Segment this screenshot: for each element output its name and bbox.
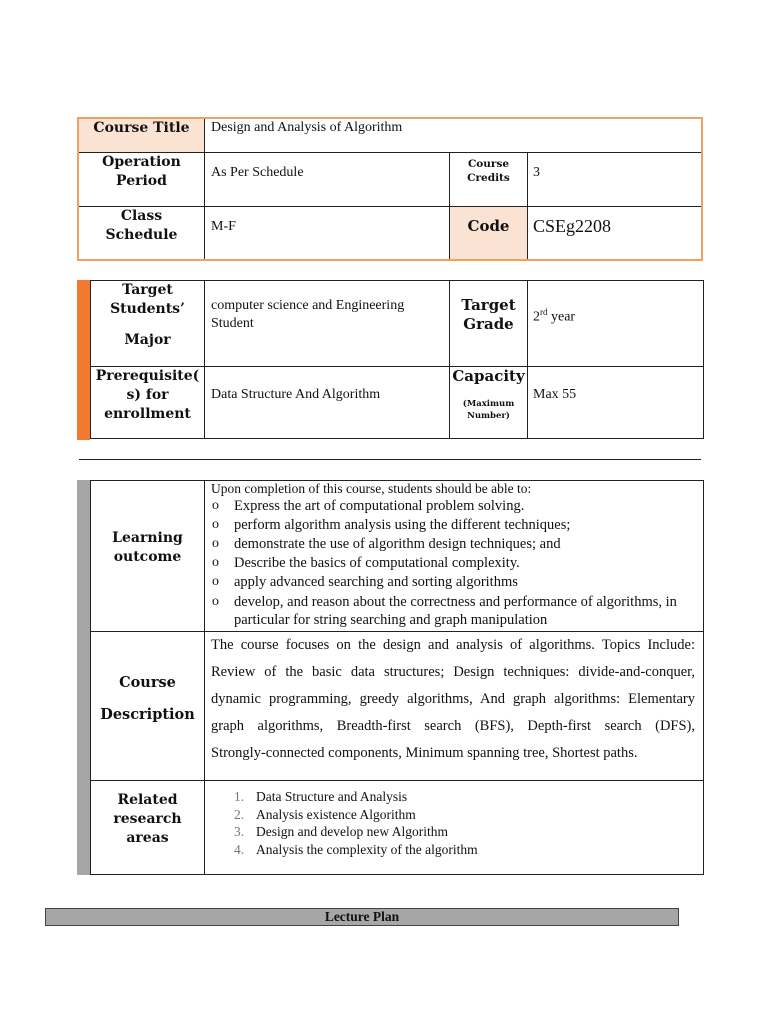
description-label-line1: Course [119,674,176,691]
bullet-marker: o [212,498,219,513]
grey-accent-bar [77,480,90,875]
grade-rest: year [547,309,576,325]
prerequisite-label [91,367,204,424]
divider [204,281,205,439]
students-value-line2: Student [211,316,254,331]
description-line: Strongly-connected components, Minimum spanning tree, Shortest paths. [211,745,638,761]
prereq-label-line3: enrollment [104,406,191,422]
learning-label-line2: outcome [113,549,182,565]
students-value-line1: computer science and Engineering [211,298,405,313]
bullet-marker: o [212,555,219,570]
schedule-label-line1: Class [120,208,163,224]
operation-period-label [79,153,204,191]
target-grade-label [450,296,527,334]
research-areas-list [234,788,478,858]
capacity-sub-line2: Number) [467,411,510,421]
research-areas-label [91,791,204,848]
learning-label-line1: Learning [112,530,183,546]
list-item: 4. Analysis the complexity of the algorithm [234,841,478,857]
learning-item: Describe the basics of computational complexity. [234,555,520,571]
learning-item: apply advanced searching and sorting algorithms [234,574,518,590]
description-line: Review of the basic data structures; Design techniques: divide-and-conquer, [211,664,695,680]
description-line: dynamic programming, greedy algorithms, And graph algorithms: Elementary [211,691,695,707]
divider [527,153,528,259]
description-line: graph algorithms, Breadth-first search (BFS), Depth-first search (DFS), [211,718,695,734]
operation-label-line2: Period [116,173,167,189]
bullet-marker: o [212,517,219,532]
learning-item: develop, and reason about the correctness and performance of algorithms, in [234,594,677,610]
prereq-label-line1: Prerequisite( [95,368,200,384]
accent-bar [77,280,90,440]
students-label-line2: Students’ [110,301,185,317]
course-title-value: Design and Analysis of Algorithm [211,120,403,135]
list-item: 3. Design and develop new Algorithm [234,824,448,839]
operation-label-line1: Operation [102,154,181,170]
students-label-line1: Target [122,282,173,298]
bullet-marker: o [212,574,219,589]
divider [204,480,205,875]
grade-label-line1: Target [461,296,516,314]
prerequisite-value: Data Structure And Algorithm [211,387,381,402]
grade-label-line2: Grade [463,315,514,333]
grade-number: 2 [533,309,540,325]
list-item: 1. Data Structure and Analysis [234,789,408,804]
students-label-line3: Major [124,332,171,348]
class-schedule-value: M-F [211,219,236,234]
credits-label-line2: Credits [467,172,510,184]
learning-intro: Upon completion of this course, students should be able to: [211,481,532,496]
bullet-marker: o [212,594,219,609]
target-students-value [211,297,404,333]
divider [527,281,528,439]
capacity-value: Max 55 [533,387,577,402]
capacity-sublabel [450,398,527,422]
learning-item: Express the art of computational problem solving. [234,498,525,514]
credits-label-line1: Course [467,158,510,170]
target-students-label [91,281,204,350]
course-description-label [91,673,204,724]
course-title-label: Course Title [93,120,190,136]
class-schedule-label [79,207,204,245]
target-grade-value [533,307,575,326]
description-label-line2: Description [100,706,195,723]
learning-item-continued: particular for string searching and graph manipulation [234,612,548,628]
learning-outcome-label [91,529,204,567]
description-line: The course focuses on the design and analysis of algorithms. Topics Include: [211,637,695,653]
research-label-line1: Related [117,792,178,808]
course-credits-value: 3 [533,165,540,180]
learning-item: demonstrate the use of algorithm design techniques; and [234,536,561,552]
capacity-sub-line1: (Maximum [462,399,515,409]
schedule-label-line2: Schedule [105,227,178,243]
operation-period-value: As Per Schedule [211,165,304,180]
grade-suffix: rd [540,307,548,317]
code-value: CSEg2208 [533,216,612,236]
divider [204,119,205,259]
course-description-text [211,632,695,767]
divider [90,780,703,781]
section-separator [79,459,701,460]
research-label-line2: research [113,811,182,827]
learning-item: perform algorithm analysis using the different techniques; [234,517,571,533]
lecture-plan-title: Lecture Plan [324,909,400,924]
lecture-plan-header [45,908,679,926]
capacity-label: Capacity [452,367,525,385]
research-label-line3: areas [126,830,169,846]
prereq-label-line2: s) for [126,387,169,403]
list-item: 2. Analysis existence Algorithm [234,806,416,822]
course-credits-label [450,157,527,185]
code-label: Code [467,217,510,235]
bullet-marker: o [212,536,219,551]
